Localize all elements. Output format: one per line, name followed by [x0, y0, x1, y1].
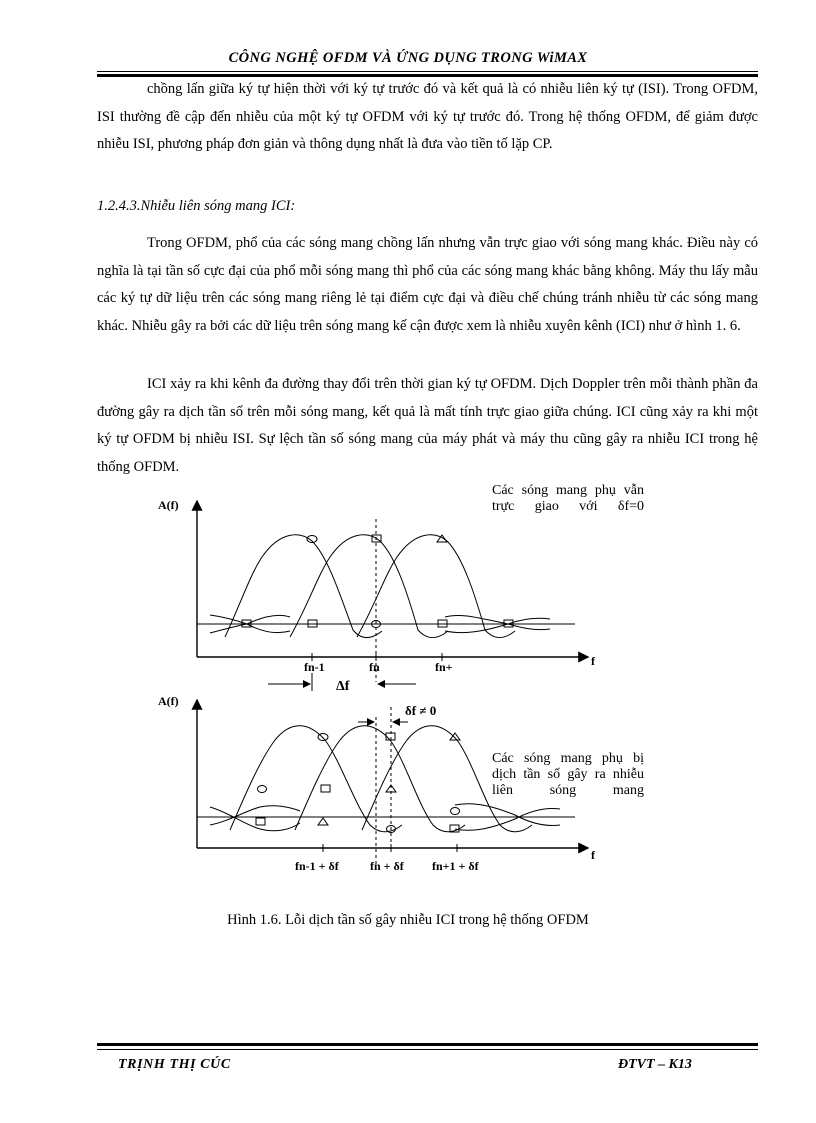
bottom-sidelobe-left-2 — [210, 806, 300, 825]
offset-marker-triangle — [318, 818, 328, 825]
header-rule-thin — [97, 71, 758, 72]
bottom-x-label: f — [591, 848, 595, 862]
paragraph-ici-causes: ICI xảy ra khi kênh đa đường thay đổi trên thời gian ký tự OFDM. Dịch Doppler trên mỗi thành phần đa đường gây ra dịch tần số trên mỗi sóng mang, kết quả là mất tính trực giao giữa chúng. ICI cũng xảy ra khi một ký tự OFDM bị nhiễu ISI. Sự lệch tần số sóng mang của máy phát và máy thu cũng gây ra nhiễu ICI trong hệ thống OFDM. — [97, 376, 758, 475]
tick-label-fn+: fn+ — [435, 660, 453, 674]
top-x-label: f — [591, 654, 595, 668]
offset-marker-square — [321, 785, 330, 792]
shifted-peak-circle — [318, 734, 328, 741]
subcarrier-curve-n-1 — [225, 535, 382, 638]
bottom-y-label: A(f) — [158, 694, 179, 708]
shifted-tick-label-n+1: fn+1 + δf — [432, 859, 479, 873]
shifted-tick-label-n: fn + δf — [370, 859, 404, 873]
tick-label-fn-1: fn-1 — [304, 660, 325, 674]
figure-note-orthogonal: Các sóng mang phụ vẫn trực giao với δf=0 — [492, 483, 644, 514]
paragraph-isi-continuation: chồng lấn giữa ký tự hiện thời với ký tự trước đó và kết quả là có nhiễu liên ký tự (ISI). Trong OFDM, ISI thường đề cập đến nhiễu của một ký tự OFDM với ký tự trước đó. Trong hệ thống OFDM, để giảm được nhiễu ISI, phương pháp đơn giản và thông dụng nhất là đưa vào tiền tố lặp CP. — [97, 81, 758, 152]
figure-note-shifted: Các sóng mang phụ bị dịch tần số gây ra nhiễu liên sóng mang — [492, 751, 644, 798]
sidelobe-right-2 — [445, 618, 550, 632]
footer-class: ĐTVT – K13 — [618, 1057, 692, 1072]
figure-ici-spectrum — [150, 485, 660, 885]
shifted-tick-label-n-1: fn-1 + δf — [295, 859, 339, 873]
top-panel — [158, 498, 596, 694]
section-heading-ici: 1.2.4.3.Nhiễu liên sóng mang ICI: — [97, 198, 296, 214]
header-title: CÔNG NGHỆ OFDM VÀ ỨNG DỤNG TRONG WiMAX — [228, 50, 588, 66]
figure-caption: Hình 1.6. Lỗi dịch tần số gây nhiễu ICI trong hệ thống OFDM — [227, 912, 589, 928]
footer-rule-thin — [97, 1049, 758, 1050]
footer-author: TRỊNH THỊ CÚC — [118, 1057, 231, 1072]
offset-marker-square — [256, 818, 265, 825]
subcarrier-curve-n+1 — [357, 535, 515, 638]
footer-rule-thick — [97, 1043, 758, 1046]
ici-spectrum-diagram — [150, 485, 660, 885]
shift-delta-label: δf ≠ 0 — [405, 703, 437, 718]
bottom-sidelobe-left-1 — [210, 807, 300, 831]
shifted-subcarrier-curve-n — [295, 726, 465, 832]
top-y-label: A(f) — [158, 498, 179, 512]
paragraph-ici-definition: Trong OFDM, phổ của các sóng mang chồng lấn nhưng vẫn trực giao với sóng mang khác. Điều này có nghĩa là tại tần số cực đại của phổ mỗi sóng mang thì phổ của các sóng mang khác bằng không. Máy thu lấy mẫu các ký tự dữ liệu trên các sóng mang riêng lẻ tại điểm cực đại và điều chế chúng tránh nhiễu từ các sóng mang khác. Nhiễu gây ra bởi các dữ liệu trên sóng mang kế cận được xem là nhiễu xuyên kênh (ICI) như ở hình 1. 6. — [97, 235, 758, 334]
tick-label-fn: fn — [369, 660, 380, 674]
delta-f-label: Δf — [336, 679, 350, 694]
offset-marker-circle — [451, 808, 460, 815]
subcarrier-curve-n — [290, 535, 448, 638]
offset-marker-circle — [258, 786, 267, 793]
